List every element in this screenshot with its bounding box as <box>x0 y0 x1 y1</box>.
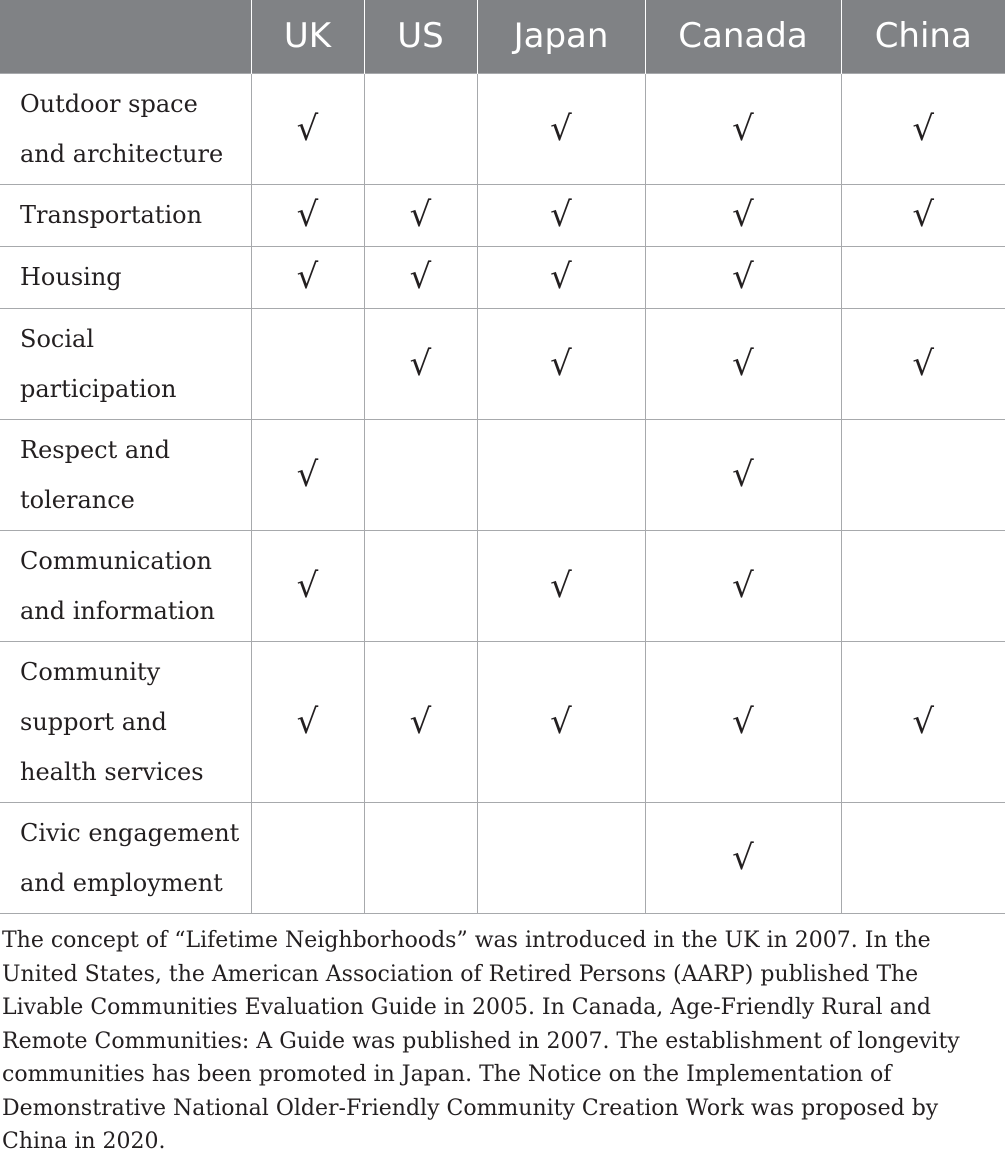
cell-mark-uk: √ <box>251 641 364 802</box>
cell-mark-canada: √ <box>645 530 841 641</box>
cell-mark-uk: √ <box>251 246 364 308</box>
table-row <box>0 419 1005 530</box>
cell-mark-us: √ <box>364 246 477 308</box>
table-row <box>0 73 1005 184</box>
table-row <box>0 641 1005 802</box>
table-body <box>0 73 1005 913</box>
cell-mark-us: √ <box>364 641 477 802</box>
row-label: Communication and information <box>0 530 251 641</box>
cell-mark-china: √ <box>841 73 1005 184</box>
cell-mark-canada: √ <box>645 184 841 246</box>
cell-mark-uk <box>251 308 364 419</box>
cell-mark-canada: √ <box>645 802 841 913</box>
cell-mark-china <box>841 246 1005 308</box>
row-label: Outdoor space and architecture <box>0 73 251 184</box>
cell-mark-china <box>841 419 1005 530</box>
cell-mark-japan: √ <box>477 641 645 802</box>
cell-mark-uk: √ <box>251 530 364 641</box>
row-label: Community support and health services <box>0 641 251 802</box>
row-label: Respect and tolerance <box>0 419 251 530</box>
cell-mark-china <box>841 802 1005 913</box>
cell-mark-china: √ <box>841 308 1005 419</box>
cell-mark-us <box>364 419 477 530</box>
header-cell-blank <box>0 0 251 73</box>
cell-mark-canada: √ <box>645 641 841 802</box>
header-cell-uk: UK <box>251 0 364 73</box>
cell-mark-us <box>364 530 477 641</box>
row-label: Housing <box>0 246 251 308</box>
cell-mark-us <box>364 73 477 184</box>
cell-mark-uk: √ <box>251 73 364 184</box>
cell-mark-us <box>364 802 477 913</box>
cell-mark-china: √ <box>841 641 1005 802</box>
table-footnote: The concept of “Lifetime Neighborhoods” was introduced in the UK in 2007. In the United States, the American Association of Retired Persons (AARP) published The Livable Communities Evaluation Guide in 2005. In Canada, Age-Friendly Rural and Remote Communities: A Guide was published in 2007. The establishment of longevity communities has been promoted in Japan. The Notice on the Implementation of Demonstrative National Older-Friendly Community Creation Work was proposed by China in 2020. <box>2 928 960 1154</box>
cell-mark-canada: √ <box>645 73 841 184</box>
cell-mark-canada: √ <box>645 246 841 308</box>
table-row <box>0 530 1005 641</box>
cell-mark-uk: √ <box>251 419 364 530</box>
cell-mark-japan: √ <box>477 73 645 184</box>
cell-mark-japan: √ <box>477 246 645 308</box>
cell-mark-china <box>841 530 1005 641</box>
table-row <box>0 246 1005 308</box>
table-row <box>0 184 1005 246</box>
table-row <box>0 802 1005 913</box>
cell-mark-us: √ <box>364 308 477 419</box>
row-label: Civic engagement and employment <box>0 802 251 913</box>
cell-mark-canada: √ <box>645 419 841 530</box>
row-label: Transportation <box>0 184 251 246</box>
cell-mark-japan: √ <box>477 184 645 246</box>
cell-mark-uk: √ <box>251 184 364 246</box>
cell-mark-japan <box>477 802 645 913</box>
header-cell-japan: Japan <box>477 0 645 73</box>
header-cell-canada: Canada <box>645 0 841 73</box>
row-label: Social participation <box>0 308 251 419</box>
cell-mark-japan <box>477 419 645 530</box>
cell-mark-uk <box>251 802 364 913</box>
header-cell-china: China <box>841 0 1005 73</box>
cell-mark-us: √ <box>364 184 477 246</box>
cell-mark-japan: √ <box>477 308 645 419</box>
cell-mark-japan: √ <box>477 530 645 641</box>
table-row <box>0 308 1005 419</box>
cell-mark-canada: √ <box>645 308 841 419</box>
header-cell-us: US <box>364 0 477 73</box>
cell-mark-china: √ <box>841 184 1005 246</box>
table-header <box>0 0 1005 73</box>
header-row <box>0 0 1005 73</box>
